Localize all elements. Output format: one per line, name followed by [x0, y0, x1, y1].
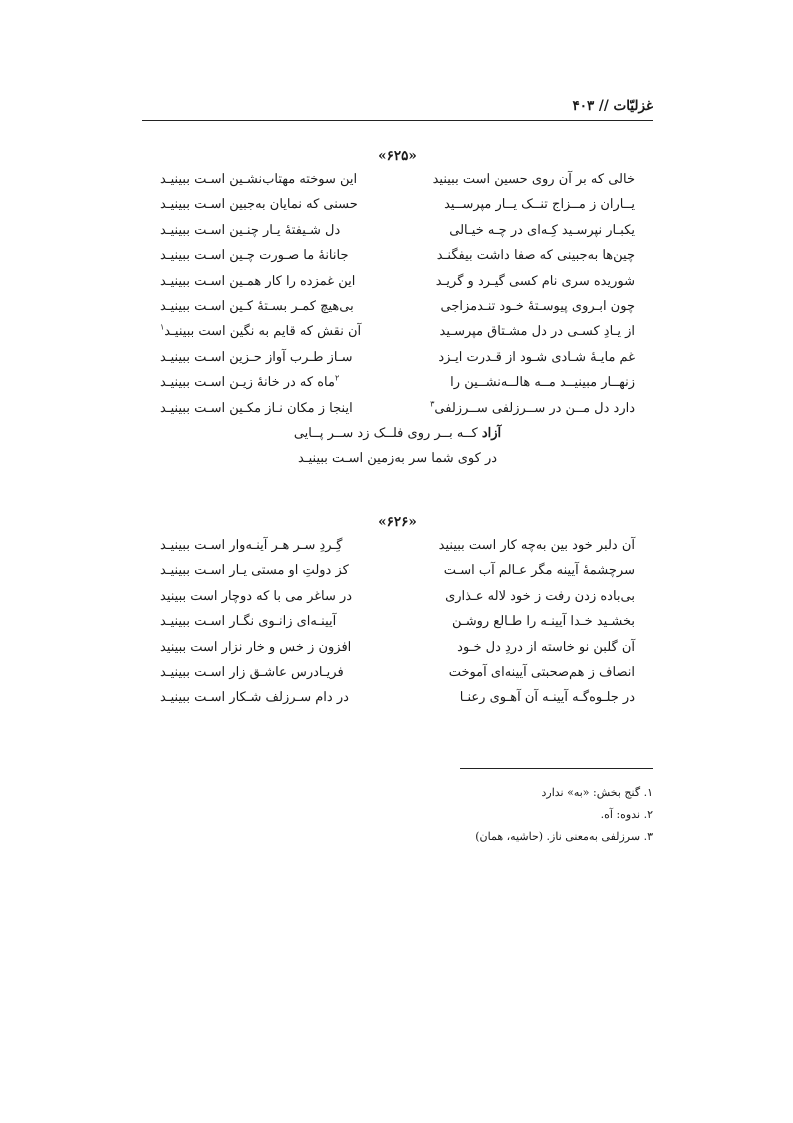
- hemistich-first: در جلـوه‌گـه آیینـه آن آهـوی رعنـا: [459, 690, 635, 706]
- hemistich-second: در دام سـرزلف شـکار اسـت ببینیـد: [160, 690, 349, 706]
- couplet: [160, 319, 635, 344]
- hemistich-second: اینجا ز مکان نـاز مکـین اسـت ببینیـد: [160, 400, 353, 416]
- hemistich-second: گِـردِ سـر هـر آینـه‌وار اسـت ببینیـد: [160, 538, 343, 553]
- footnotes: [475, 782, 653, 848]
- hemistich-second: حسنی که نمایان به‌جبین اسـت ببینیـد: [160, 197, 358, 213]
- couplet: [160, 370, 635, 395]
- couplet: [160, 533, 635, 558]
- hemistich-second: جانانهٔ ما صـورت چـین اسـت ببینیـد: [160, 248, 349, 264]
- hemistich-second: سـاز طـرب آواز حـزین اسـت ببینیـد: [160, 349, 353, 365]
- hemistich-first: سرچشمهٔ آیینه مگر عـالم آب اسـت: [443, 563, 635, 579]
- hemistich-first: زنهــار مبینیــد مــه هالــه‌نشــین را: [450, 375, 635, 391]
- hemistich-second: دل شـیفتهٔ یـار چنـین اسـت ببینیـد: [160, 222, 341, 238]
- footnote-divider: [460, 768, 653, 769]
- footnote-1: ۱. گنج بخش: «به» ندارد: [541, 786, 653, 799]
- couplet: [160, 345, 635, 370]
- couplet: [160, 635, 635, 660]
- couplet: [160, 167, 635, 192]
- hemistich-text: دارد دل مــن در ســرزلفی ســرزلفی: [434, 400, 635, 416]
- couplet: [160, 584, 635, 609]
- hemistich-first: شوریده سری نام کسی گیـرد و گریـد: [435, 273, 635, 289]
- poem-625: [160, 145, 635, 472]
- hemistich-second: افزون ز خس و خار نزار است ببینید: [160, 639, 352, 655]
- running-head: غزلیّات // ۴۰۳: [572, 98, 653, 114]
- hemistich-second: در ساغر می با که دوچار است ببینید: [160, 588, 353, 604]
- hemistich-second: [160, 319, 361, 344]
- poet-name: آزاد: [481, 425, 502, 441]
- closing-couplet-line2: در کوی شما سر به‌زمین اسـت ببینیـد: [297, 451, 498, 467]
- hemistich-second: [160, 370, 339, 395]
- couplet: [160, 558, 635, 583]
- hemistich-text: آن نقش که قایم به نگین است ببینیـد: [164, 324, 362, 340]
- hemistich-second: این غمزده را کار همـین اسـت ببینیـد: [160, 273, 356, 289]
- couplet: [160, 218, 635, 243]
- hemistich-first: یکبـار نپرسـید کِـه‌ای در چـه خیـالی: [449, 222, 635, 238]
- hemistich-first: آن گلبن نو خاسته از دردِ دل خـود: [457, 639, 635, 655]
- hemistich-first: [430, 396, 635, 421]
- closing-couplet-line1: [160, 421, 635, 446]
- hemistich-first: بخشـید خـدا آیینـه را طـالع روشـن: [452, 614, 635, 630]
- hemistich-second: کز دولتِ او مستی یـار اسـت ببینیـد: [160, 563, 349, 579]
- page-header: [142, 96, 653, 121]
- couplet: [160, 269, 635, 294]
- couplet: [160, 396, 635, 421]
- hemistich-text: ماه که در خانهٔ زیـن اسـت ببینیـد: [160, 375, 335, 391]
- hemistich-first: انصاف ز هم‌صحبتی آیینه‌ای آموخت: [448, 664, 635, 680]
- couplet: [160, 243, 635, 268]
- footnote-marker[interactable]: ۲: [334, 373, 340, 383]
- hemistich-second: فریـادرس عاشـق زار اسـت ببینیـد: [160, 664, 344, 680]
- hemistich-first: بی‌باده زدن رفت ز خود لاله عـذاری: [445, 588, 635, 604]
- hemistich-first: چین‌ها به‌جبینی که صفا داشت بیفگنـد: [436, 248, 635, 264]
- hemistich-first: چون ابـروی پیوسـتهٔ خـود تنـدمزاجی: [440, 298, 635, 314]
- couplet: [160, 660, 635, 685]
- couplet: [160, 685, 635, 710]
- hemistich-first: خالی که بر آن روی حسین است ببینید: [432, 172, 635, 187]
- hemistich-first: آن دلبر خود بین به‌چه کار است ببینید: [438, 538, 635, 553]
- hemistich-first: یــاران ز مــزاج تنــک یــار مپرســید: [444, 197, 635, 213]
- hemistich-first: غم مایـهٔ شـادی شـود از قـدرت ایـزد: [438, 349, 635, 365]
- hemistich-second: این سوخته مهتاب‌نشـین اسـت ببینیـد: [160, 172, 358, 187]
- couplet: [160, 294, 635, 319]
- footnote-marker[interactable]: ۱: [160, 323, 165, 333]
- poem-number: «۶۲۶»: [378, 514, 417, 530]
- poem-626: [160, 511, 635, 711]
- hemistich-first: از یـادِ کسـی در دل مشـتاق مپرسـید: [439, 324, 635, 340]
- footnote-marker[interactable]: ۳: [430, 399, 435, 409]
- footnote-2: ۲. ندوه: آه.: [600, 808, 653, 821]
- poem-number: «۶۲۵»: [378, 148, 417, 164]
- footnote-3: ۳. سرزلفی به‌معنی ناز. (حاشیه، همان): [475, 830, 653, 843]
- hemistich-second: آیینـه‌ای زانـوی نگـار اسـت ببینیـد: [160, 614, 337, 630]
- hemistich-second: بی‌هیچ کمـر بسـتهٔ کـین اسـت ببینیـد: [160, 298, 354, 314]
- closing-line1-text: کــه بــر روی فلــک زد ســر پــایی: [293, 425, 478, 441]
- couplet: [160, 192, 635, 217]
- couplet: [160, 609, 635, 634]
